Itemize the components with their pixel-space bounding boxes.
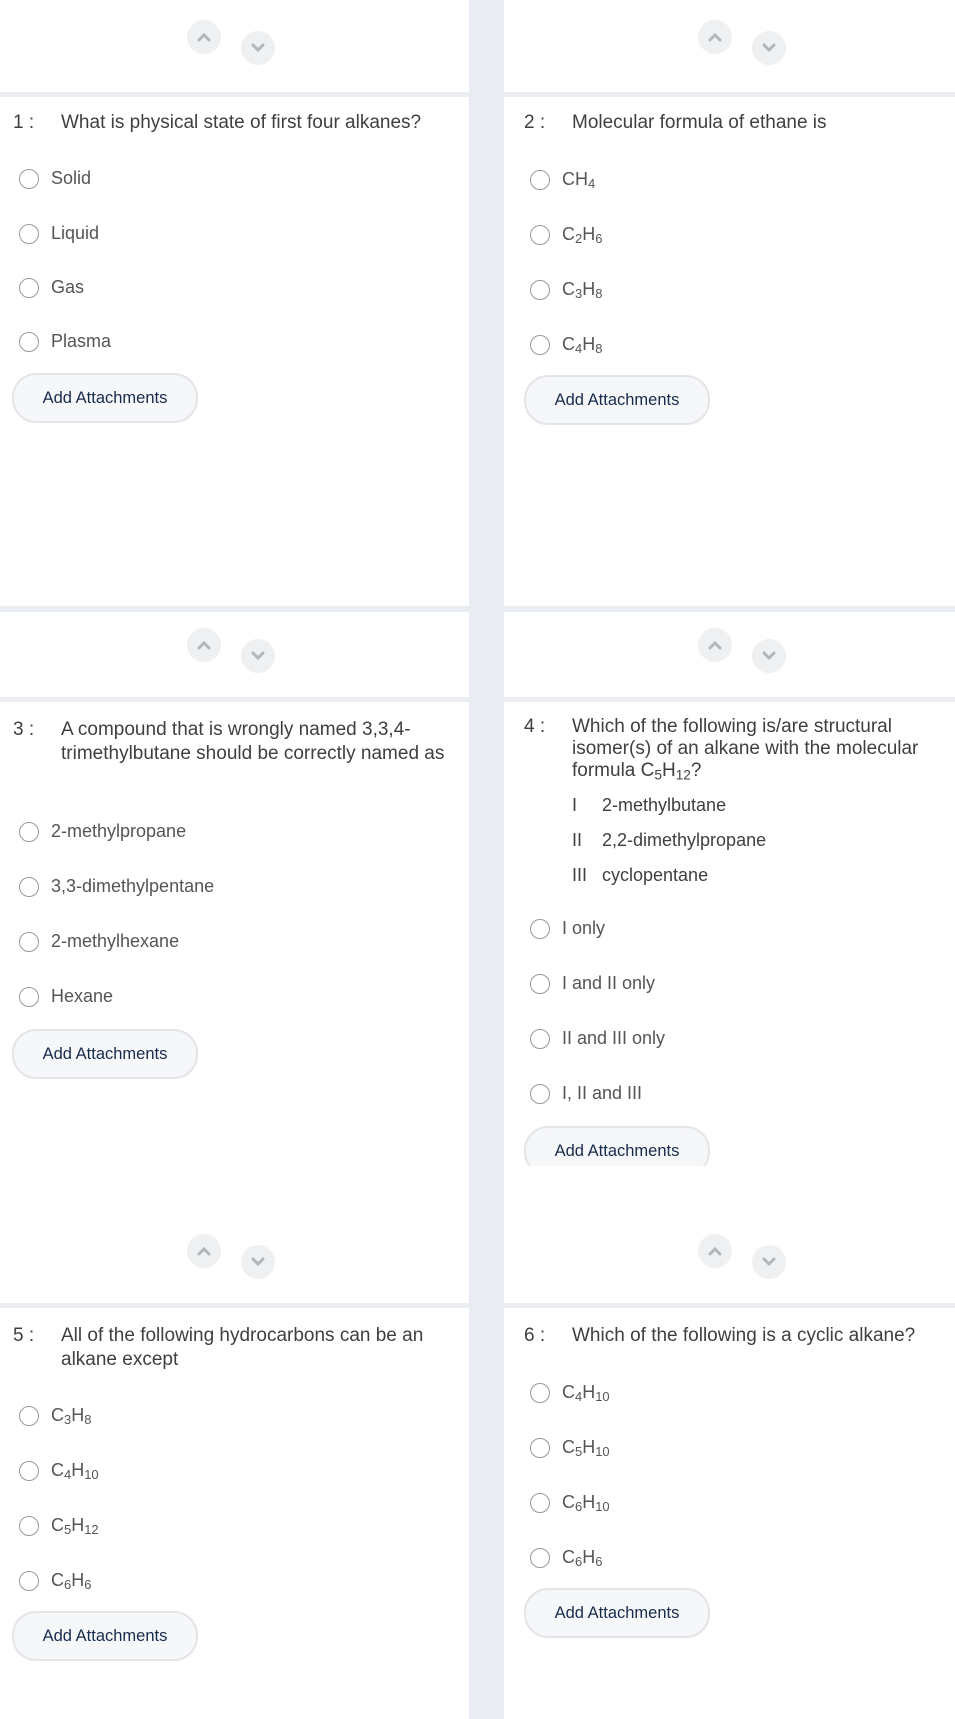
question-3-header bbox=[13, 718, 453, 766]
question-5-header bbox=[13, 1324, 453, 1372]
question-text: What is physical state of first four alkanes? bbox=[61, 112, 422, 133]
statement-text: 2,2-dimethylpropane bbox=[602, 830, 767, 850]
option-label: Gas bbox=[51, 277, 85, 297]
scroll-down-button[interactable] bbox=[241, 1245, 275, 1279]
chevron-down-icon bbox=[250, 1254, 266, 1270]
option-label: $C_4H_{10}$ bbox=[562, 1382, 610, 1405]
option-label: $C_3H_8$ bbox=[51, 1405, 92, 1428]
add-attachments-button[interactable]: Add Attachments bbox=[12, 373, 198, 423]
radio-button[interactable] bbox=[19, 987, 39, 1007]
radio-button[interactable] bbox=[19, 332, 39, 352]
question-1-header bbox=[13, 111, 463, 135]
question-number: 1 : bbox=[13, 112, 35, 133]
roman-numeral: III bbox=[572, 865, 588, 885]
card-nav-bar bbox=[0, 0, 469, 97]
chevron-up-icon bbox=[707, 29, 723, 45]
option-ch4[interactable] bbox=[530, 169, 595, 191]
radio-button[interactable] bbox=[530, 1493, 550, 1513]
option-c5h10[interactable] bbox=[530, 1437, 610, 1459]
question-card-3 bbox=[0, 612, 469, 1172]
radio-button[interactable] bbox=[530, 1029, 550, 1049]
statement-3 bbox=[572, 865, 708, 886]
option-ii-and-iii-only[interactable] bbox=[530, 1028, 665, 1049]
option-i-ii-and-iii[interactable] bbox=[530, 1083, 642, 1104]
option-label: I and II only bbox=[562, 973, 656, 993]
option-i-and-ii-only[interactable] bbox=[530, 973, 655, 994]
question-6-header bbox=[524, 1324, 952, 1348]
chevron-up-icon bbox=[707, 637, 723, 653]
add-attachments-button[interactable]: Add Attachments bbox=[524, 375, 710, 425]
radio-button[interactable] bbox=[19, 1516, 39, 1536]
question-text: Molecular formula of ethane is bbox=[572, 112, 827, 133]
option-label: Plasma bbox=[51, 331, 112, 351]
question-number: 3 : bbox=[13, 719, 35, 740]
radio-button[interactable] bbox=[19, 1406, 39, 1426]
chevron-down-icon bbox=[250, 40, 266, 56]
option-label: $C_2H_6$ bbox=[562, 224, 603, 247]
scroll-down-button[interactable] bbox=[241, 31, 275, 65]
scroll-up-button[interactable] bbox=[187, 20, 221, 54]
scroll-up-button[interactable] bbox=[698, 20, 732, 54]
option-plasma[interactable] bbox=[19, 331, 111, 352]
question-number: 6 : bbox=[524, 1325, 546, 1346]
radio-button[interactable] bbox=[19, 224, 39, 244]
chevron-up-icon bbox=[196, 1243, 212, 1259]
option-label: 2-methylhexane bbox=[51, 931, 180, 951]
card-nav-bar bbox=[504, 612, 955, 702]
radio-button[interactable] bbox=[19, 278, 39, 298]
radio-button[interactable] bbox=[530, 225, 550, 245]
option-liquid[interactable] bbox=[19, 223, 99, 244]
option-label: I, II and III bbox=[562, 1083, 643, 1103]
radio-button[interactable] bbox=[19, 932, 39, 952]
option-3-3-dimethylpentane[interactable] bbox=[19, 876, 214, 897]
option-c3h8[interactable] bbox=[530, 279, 602, 301]
statement-text: cyclopentane bbox=[602, 865, 709, 885]
radio-button[interactable] bbox=[530, 170, 550, 190]
radio-button[interactable] bbox=[19, 822, 39, 842]
radio-button[interactable] bbox=[530, 974, 550, 994]
question-card-2 bbox=[504, 0, 955, 606]
radio-button[interactable] bbox=[19, 1461, 39, 1481]
scroll-down-button[interactable] bbox=[752, 31, 786, 65]
add-attachments-button[interactable]: Add Attachments bbox=[524, 1588, 710, 1638]
option-label: 2-methylpropane bbox=[51, 821, 187, 841]
radio-button[interactable] bbox=[530, 1548, 550, 1568]
option-label: Liquid bbox=[51, 223, 100, 243]
option-solid[interactable] bbox=[19, 168, 91, 189]
add-attachments-button[interactable]: Add Attachments bbox=[524, 1126, 710, 1166]
radio-button[interactable] bbox=[530, 919, 550, 939]
radio-button[interactable] bbox=[530, 280, 550, 300]
card-nav-bar bbox=[0, 1172, 469, 1308]
card-nav-bar bbox=[0, 612, 469, 702]
question-number: 5 : bbox=[13, 1325, 35, 1346]
chevron-down-icon bbox=[761, 40, 777, 56]
scroll-down-button[interactable] bbox=[241, 639, 275, 673]
chevron-up-icon bbox=[196, 29, 212, 45]
chevron-down-icon bbox=[250, 648, 266, 664]
question-card-1 bbox=[0, 0, 469, 606]
add-attachments-button[interactable]: Add Attachments bbox=[12, 1611, 198, 1661]
scroll-up-button[interactable] bbox=[698, 1234, 732, 1268]
radio-button[interactable] bbox=[19, 169, 39, 189]
add-attachments-button[interactable]: Add Attachments bbox=[12, 1029, 198, 1079]
statement-text: 2-methylbutane bbox=[602, 795, 727, 815]
radio-button[interactable] bbox=[19, 1571, 39, 1591]
statement-1 bbox=[572, 795, 726, 816]
option-c4h8[interactable] bbox=[530, 334, 602, 356]
radio-button[interactable] bbox=[530, 335, 550, 355]
roman-numeral: I bbox=[572, 795, 578, 815]
radio-button[interactable] bbox=[530, 1084, 550, 1104]
option-label: $C_4H_{10}$ bbox=[51, 1460, 99, 1483]
option-label: 3,3-dimethylpentane bbox=[51, 876, 215, 896]
option-label: $CH_4$ bbox=[562, 169, 596, 192]
option-label: $C_4H_8$ bbox=[562, 334, 603, 357]
option-label: $C_5H_{10}$ bbox=[562, 1437, 610, 1460]
question-card-5 bbox=[0, 1172, 469, 1719]
option-c6h6[interactable] bbox=[530, 1547, 602, 1569]
option-hexane[interactable] bbox=[19, 986, 113, 1007]
card-nav-bar bbox=[504, 0, 955, 97]
option-label: Hexane bbox=[51, 986, 114, 1006]
option-label: $C_6H_6$ bbox=[562, 1547, 603, 1570]
option-c4h10[interactable] bbox=[19, 1460, 99, 1482]
chevron-down-icon bbox=[761, 648, 777, 664]
option-label: $C_3H_8$ bbox=[562, 279, 603, 302]
question-number: 4 : bbox=[524, 716, 546, 737]
scroll-up-button[interactable] bbox=[698, 628, 732, 662]
option-label: $C_6H_6$ bbox=[51, 1570, 92, 1593]
option-label: $C_6H_{10}$ bbox=[562, 1492, 610, 1515]
option-c5h12[interactable] bbox=[19, 1515, 99, 1537]
question-text: Which of the following is a cyclic alkane? bbox=[572, 1325, 916, 1346]
question-text: A compound that is wrongly named 3,3,4-trimethylbutane should be correctly named as bbox=[61, 719, 445, 764]
chevron-up-icon bbox=[707, 1243, 723, 1259]
option-c4h10[interactable] bbox=[530, 1382, 610, 1404]
option-label: Solid bbox=[51, 168, 92, 188]
option-c6h10[interactable] bbox=[530, 1492, 610, 1514]
card-nav-bar bbox=[504, 1166, 955, 1308]
question-text: All of the following hydrocarbons can be an alkane except bbox=[61, 1325, 424, 1370]
scroll-down-button[interactable] bbox=[752, 1245, 786, 1279]
option-label: $C_5H_{12}$ bbox=[51, 1515, 99, 1538]
question-2-header bbox=[524, 111, 949, 135]
chevron-down-icon bbox=[761, 1254, 777, 1270]
option-gas[interactable] bbox=[19, 277, 84, 298]
option-i-only[interactable] bbox=[530, 918, 605, 939]
question-number: 2 : bbox=[524, 112, 546, 133]
roman-numeral: II bbox=[572, 830, 583, 850]
option-c6h6[interactable] bbox=[19, 1570, 91, 1592]
radio-button[interactable] bbox=[530, 1383, 550, 1403]
option-2-methylpropane[interactable] bbox=[19, 821, 186, 842]
question-card-4 bbox=[504, 612, 955, 1166]
scroll-up-button[interactable] bbox=[187, 628, 221, 662]
scroll-down-button[interactable] bbox=[752, 639, 786, 673]
radio-button[interactable] bbox=[530, 1438, 550, 1458]
statement-2 bbox=[572, 830, 766, 851]
option-c3h8[interactable] bbox=[19, 1405, 91, 1427]
question-text: Which of the following is/are structural isomer(s) of an alkane with the molecular formula $C_5H_{12}$? bbox=[572, 716, 919, 783]
option-c2h6[interactable] bbox=[530, 224, 602, 246]
question-card-6 bbox=[504, 1166, 955, 1719]
chevron-up-icon bbox=[196, 637, 212, 653]
question-4-header bbox=[524, 716, 952, 786]
option-label: I only bbox=[562, 918, 606, 938]
option-label: II and III only bbox=[562, 1028, 666, 1048]
option-2-methylhexane[interactable] bbox=[19, 931, 179, 952]
radio-button[interactable] bbox=[19, 877, 39, 897]
scroll-up-button[interactable] bbox=[187, 1234, 221, 1268]
